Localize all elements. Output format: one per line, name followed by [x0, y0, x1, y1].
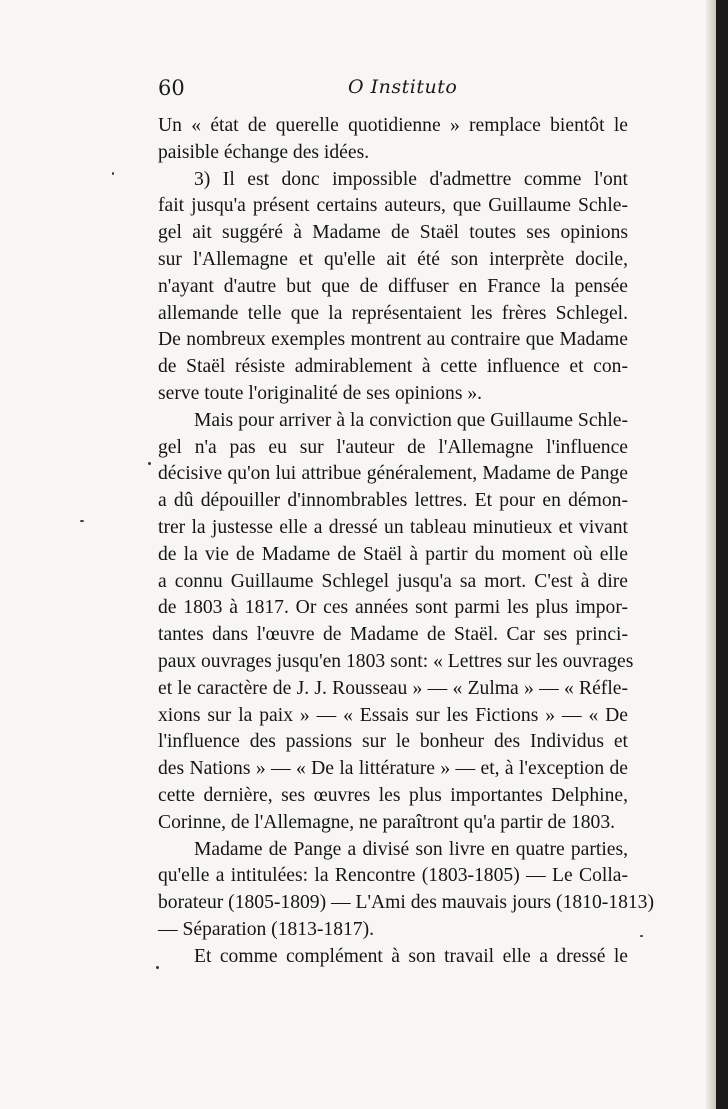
running-title: O Instituto	[348, 76, 458, 98]
text-line: a connu Guillaume Schlegel jusqu'a sa mort. C'est à dire	[158, 570, 628, 592]
text-line: Corinne, de l'Allemagne, ne paraîtront qu'a partir de 1803.	[158, 811, 616, 833]
text-line: serve toute l'originalité de ses opinions ».	[158, 382, 483, 404]
ink-speck	[80, 520, 84, 522]
ink-speck	[156, 966, 159, 969]
text-line: des Nations » — « De la littérature » — et, à l'exception de	[158, 758, 628, 780]
text-line: Mais pour arriver à la conviction que Guillaume Schle-	[194, 409, 628, 431]
text-line: de la vie de Madame de Staël à partir du moment où elle	[158, 543, 628, 565]
text-line: tantes dans l'œuvre de Madame de Staël. Car ses princi-	[158, 624, 628, 646]
text-line: sur l'Allemagne et qu'elle ait été son interprète docile,	[158, 248, 628, 270]
text-line: et le caractère de J. J. Rousseau » — « Zulma » — « Réfle-	[158, 677, 628, 699]
ink-speck	[148, 462, 151, 465]
text-line: de Staël résiste admirablement à cette influence et con-	[158, 356, 628, 378]
text-line: gel n'a pas eu sur l'auteur de l'Allemagne l'influence	[158, 436, 628, 458]
text-line: n'ayant d'autre but que de diffuser en France la pensée	[158, 275, 628, 297]
text-line: Et comme complément à son travail elle a dressé le	[194, 945, 628, 967]
ink-speck	[640, 935, 643, 937]
text-line: xions sur la paix » — « Essais sur les Fictions » — « De	[158, 704, 628, 726]
text-line: de 1803 à 1817. Or ces années sont parmi les plus impor-	[158, 597, 628, 619]
text-line: fait jusqu'a présent certains auteurs, que Guillaume Schle-	[158, 195, 628, 217]
text-line: Madame de Pange a divisé son livre en quatre parties,	[194, 838, 628, 860]
text-line: cette dernière, ses œuvres les plus importantes Delphine,	[158, 784, 628, 806]
text-line: 3) Il est donc impossible d'admettre comme l'ont	[194, 168, 628, 190]
text-line: De nombreux exemples montrent au contraire que Madame	[158, 329, 628, 351]
text-line: Un « état de querelle quotidienne » remplace bientôt le	[158, 115, 628, 136]
text-line: allemande telle que la représentaient les frères Schlegel.	[158, 302, 628, 324]
body-text	[158, 113, 654, 971]
text-line: paisible échange des idées.	[158, 141, 370, 163]
text-line: a dû dépouiller d'innombrables lettres. Et pour en démon-	[158, 490, 628, 512]
ink-speck	[112, 172, 114, 175]
text-line: l'influence des passions sur le bonheur des Individus et	[158, 731, 628, 753]
text-line: trer la justesse elle a dressé un tableau minutieux et vivant	[158, 516, 628, 538]
text-line: borateur (1805-1809) — L'Ami des mauvais jours (1810-1813)	[158, 892, 654, 914]
text-line: qu'elle a intitulées: la Rencontre (1803-1805) — Le Colla-	[158, 865, 628, 887]
text-line: décisive qu'on lui attribue généralement, Madame de Pange	[158, 463, 628, 485]
page-number: 60	[158, 76, 185, 100]
text-line: gel ait suggéré à Madame de Staël toutes ses opinions	[158, 222, 628, 244]
text-line: — Séparation (1813-1817).	[158, 918, 375, 940]
text-line: paux ouvrages jusqu'en 1803 sont: « Lettres sur les ouvrages	[158, 650, 634, 672]
page-header	[158, 72, 628, 104]
